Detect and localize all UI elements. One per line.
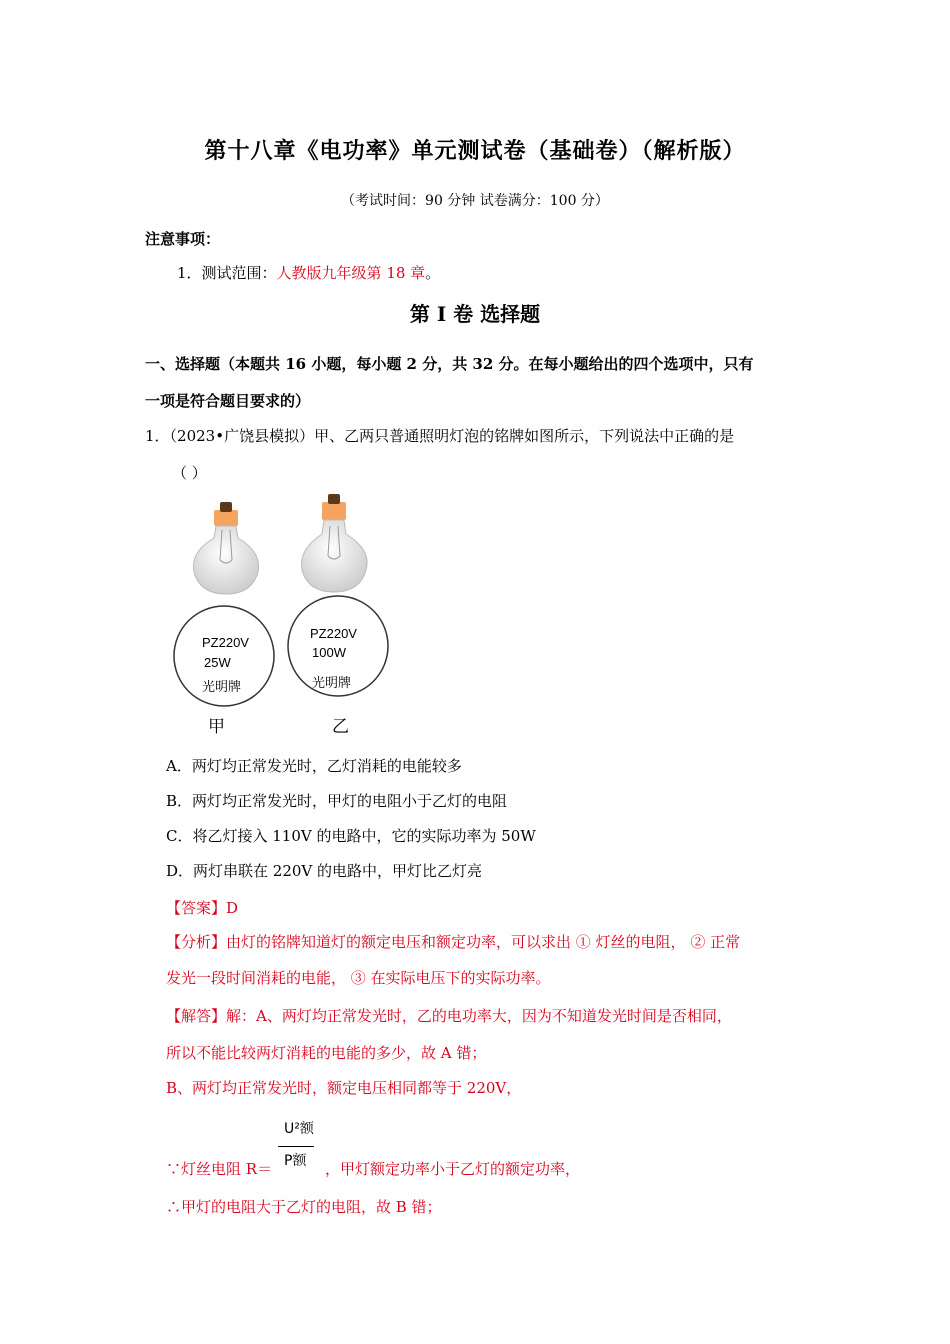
bulb-b-power: 100W xyxy=(312,645,346,660)
answer-line xyxy=(166,897,238,918)
page-title: 第十八章《电功率》单元测试卷（基础卷）（解析版） xyxy=(204,138,746,164)
analysis-line1 xyxy=(166,931,740,952)
notice-item-scope: 人教版九年级第 18 章 xyxy=(276,264,426,282)
detail-text1: 解：A、两灯均正常发光时，乙的电功率大，因为不知道发光时间是否相同， xyxy=(226,1007,732,1025)
detail-line2: 所以不能比较两灯消耗的电能的多少，故 A 错； xyxy=(166,1044,487,1062)
notice-item-prefix: 1．测试范围： xyxy=(177,264,277,282)
exam-info: （考试时间：90 分钟 试卷满分：100 分） xyxy=(341,193,609,209)
bulb-b-model: PZ220V xyxy=(310,626,357,641)
option-d: D．两灯串联在 220V 的电路中，甲灯比乙灯亮 xyxy=(166,862,483,880)
detail-tag: 【解答】 xyxy=(166,1007,227,1025)
answer-bracket: （ ） xyxy=(172,464,207,482)
detail-line5: ∴甲灯的电阻大于乙灯的电阻，故 B 错； xyxy=(166,1198,442,1216)
analysis-line2: 发光一段时间消耗的电能， ③ 在实际电压下的实际功率。 xyxy=(166,969,551,987)
formula-numerator: U²额 xyxy=(284,1121,314,1137)
detail-line3: B、两灯均正常发光时，额定电压相同都等于 220V， xyxy=(166,1079,522,1097)
answer-tag: 【答案】 xyxy=(166,899,227,917)
bulb-a-icon xyxy=(193,502,258,594)
bulb-b-caption: 乙 xyxy=(332,717,349,737)
bulb-a-caption: 甲 xyxy=(208,717,225,737)
fraction-bar xyxy=(278,1146,314,1147)
bulb-b-brand: 光明牌 xyxy=(312,676,352,691)
analysis-tag: 【分析】 xyxy=(166,933,227,951)
analysis-text1: 由灯的铭牌知道灯的额定电压和额定功率，可以求出 ① 灯丝的电阻， ② 正常 xyxy=(226,933,741,951)
section-title: 第 Ⅰ 卷 选择题 xyxy=(409,302,541,326)
notice-item-suffix: 。 xyxy=(425,264,441,282)
formula-prefix: ∵灯丝电阻 R＝ xyxy=(166,1160,273,1178)
resistance-formula xyxy=(278,1118,320,1178)
formula-denominator: P额 xyxy=(284,1153,307,1169)
question-stem: 1．（2023•广饶县模拟）甲、乙两只普通照明灯泡的铭牌如图所示，下列说法中正确的是 xyxy=(145,427,735,445)
notice-item xyxy=(177,262,440,283)
part-one-line1: 一、选择题（本题共 16 小题，每小题 2 分，共 32 分。在每小题给出的四个选项中，只有 xyxy=(145,355,754,373)
notice-heading: 注意事项： xyxy=(145,230,221,248)
detail-line1 xyxy=(166,1005,732,1026)
part-one-line2: 一项是符合题目要求的） xyxy=(145,392,311,410)
answer-value: D xyxy=(226,899,239,917)
bulb-a-model: PZ220V xyxy=(202,635,249,650)
option-a: A．两灯均正常发光时，乙灯消耗的电能较多 xyxy=(166,757,462,775)
bulb-a-brand: 光明牌 xyxy=(202,680,242,695)
option-c: C．将乙灯接入 110V 的电路中，它的实际功率为 50W xyxy=(166,827,536,845)
formula-suffix: ，甲灯额定功率小于乙灯的额定功率， xyxy=(325,1160,581,1178)
bulbs-figure xyxy=(160,490,400,740)
bulb-b-icon xyxy=(301,494,367,592)
option-b: B．两灯均正常发光时，甲灯的电阻小于乙灯的电阻 xyxy=(166,792,508,810)
bulb-a-power: 25W xyxy=(204,655,231,670)
